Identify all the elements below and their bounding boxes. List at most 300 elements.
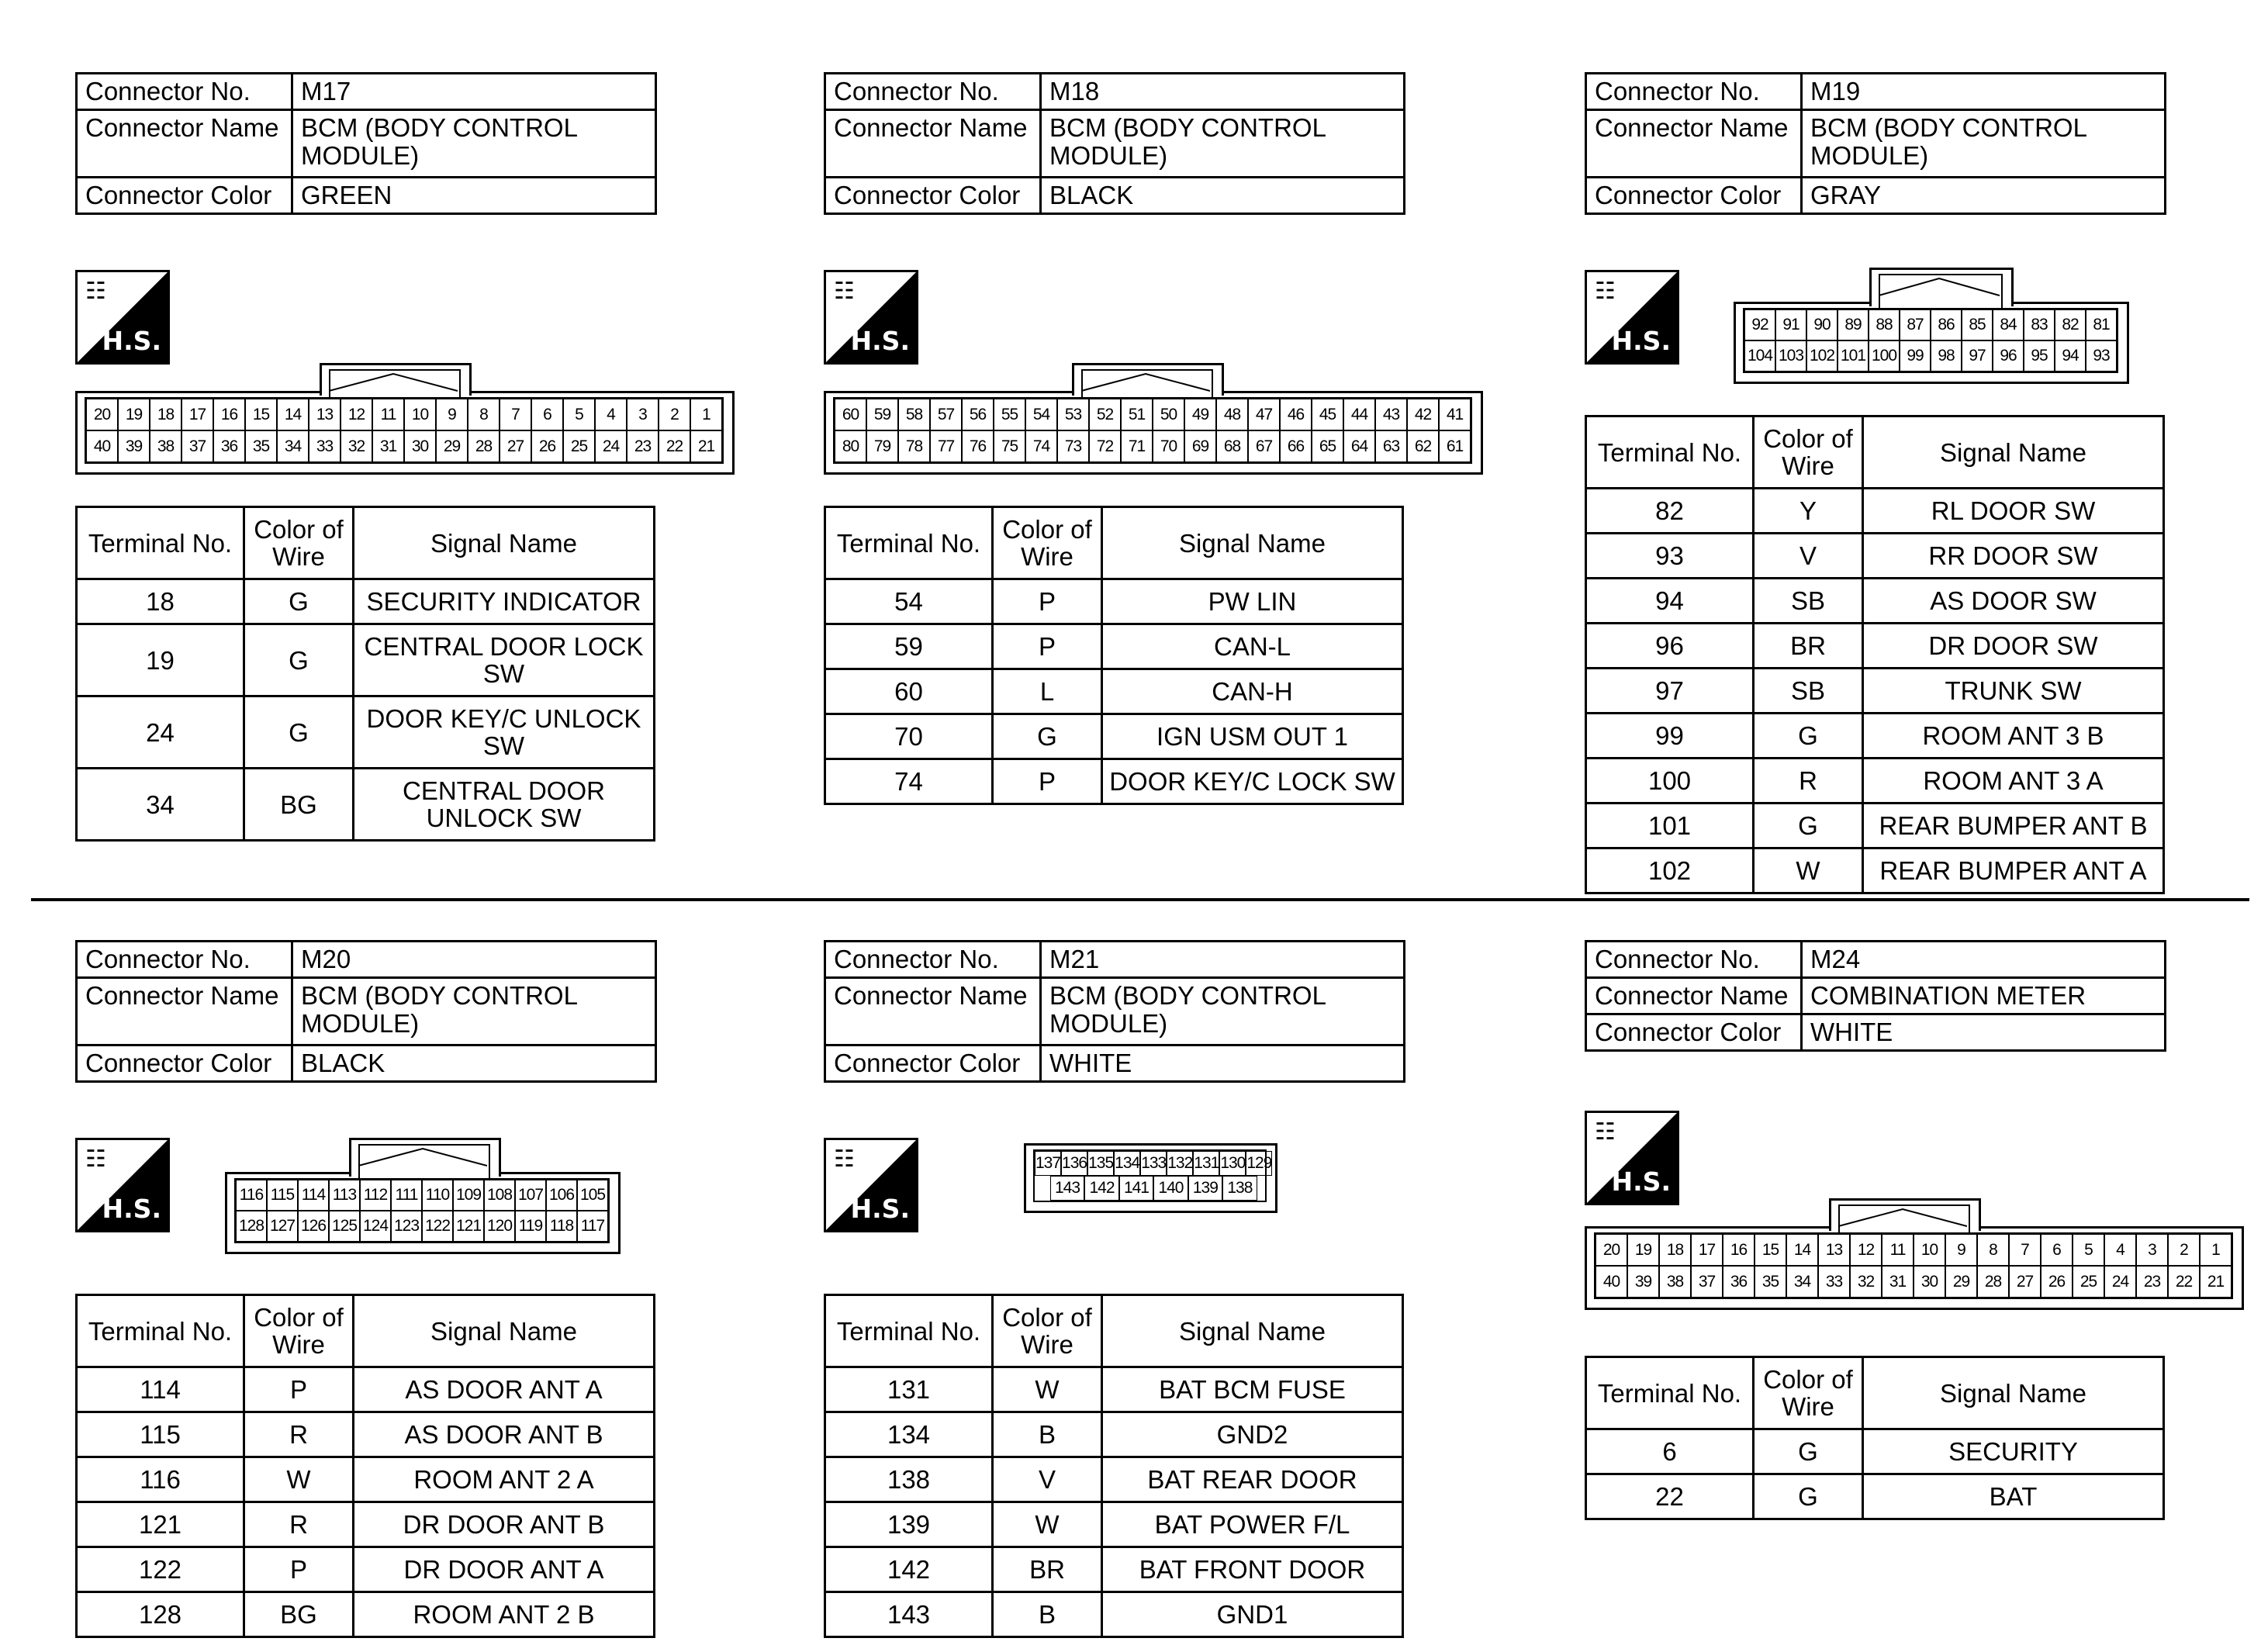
- pin: 26: [2041, 1266, 2073, 1298]
- pin: 75: [994, 430, 1025, 462]
- pin: 46: [1280, 399, 1312, 430]
- pin: 11: [1882, 1234, 1914, 1266]
- pin: 26: [531, 430, 563, 462]
- pin: 34: [1786, 1266, 1818, 1298]
- pin: 17: [1691, 1234, 1723, 1266]
- pin: 87: [1900, 309, 1931, 340]
- pin: 40: [86, 430, 118, 462]
- connector-color-label: Connector Color: [1586, 1014, 1802, 1051]
- pin: 81: [2086, 309, 2117, 340]
- wire-color: W: [993, 1502, 1102, 1547]
- wire-color: G: [244, 624, 354, 696]
- connector-name-value: BCM (BODY CONTROL MODULE): [292, 978, 656, 1045]
- table-row: [1586, 534, 2164, 579]
- signal-name-header: Signal Name: [1863, 416, 2164, 489]
- pin: 93: [2086, 340, 2117, 372]
- pin: 103: [1775, 340, 1806, 372]
- harness-side-icon: [824, 270, 918, 365]
- signal-table-m18: [824, 506, 1404, 805]
- connector-color-value: GRAY: [1802, 178, 2166, 214]
- terminal-no-header: Terminal No.: [825, 1295, 993, 1367]
- wire-color: P: [993, 624, 1102, 669]
- key-notch: [1879, 274, 2000, 297]
- signal-name: BAT POWER F/L: [1102, 1502, 1403, 1547]
- pin: 7: [500, 399, 531, 430]
- pin: 82: [2055, 309, 2086, 340]
- connector-no-label: Connector No.: [77, 74, 292, 110]
- pin: 132: [1167, 1151, 1193, 1176]
- terminal-no: 19: [77, 624, 244, 696]
- pin: 66: [1280, 430, 1312, 462]
- pin: 16: [213, 399, 245, 430]
- pin: 137: [1035, 1151, 1061, 1176]
- pin: 85: [1962, 309, 1993, 340]
- table-row: [77, 1367, 655, 1412]
- wire-color: G: [244, 696, 354, 769]
- pin: 61: [1439, 430, 1471, 462]
- table-row: [77, 696, 655, 769]
- wire-color: B: [993, 1412, 1102, 1457]
- pin: 1: [690, 399, 722, 430]
- signal-name: BAT REAR DOOR: [1102, 1457, 1403, 1502]
- pin: 31: [372, 430, 404, 462]
- table-row: [825, 1457, 1403, 1502]
- signal-table-m20: [75, 1294, 655, 1638]
- pin: 98: [1931, 340, 1962, 372]
- pin: 22: [659, 430, 690, 462]
- table-row: [1586, 489, 2164, 534]
- signal-name: SECURITY INDICATOR: [354, 579, 655, 624]
- connector-name-value: BCM (BODY CONTROL MODULE): [1041, 978, 1405, 1045]
- signal-name: GND2: [1102, 1412, 1403, 1457]
- connector-color-value: WHITE: [1041, 1045, 1405, 1082]
- wire-color: BG: [244, 769, 354, 841]
- terminal-no-header: Terminal No.: [825, 507, 993, 579]
- pin: 63: [1375, 430, 1407, 462]
- connector-no-label: Connector No.: [825, 942, 1041, 978]
- pin: 94: [2055, 340, 2086, 372]
- terminal-no: 114: [77, 1367, 244, 1412]
- terminal-no: 54: [825, 579, 993, 624]
- table-row: [77, 579, 655, 624]
- key-notch: [329, 369, 458, 392]
- pin: 99: [1900, 340, 1931, 372]
- terminal-no: 138: [825, 1457, 993, 1502]
- connector-color-value: GREEN: [292, 178, 656, 214]
- pin: 67: [1248, 430, 1280, 462]
- pin: 43: [1375, 399, 1407, 430]
- terminal-no: 59: [825, 624, 993, 669]
- pin: 44: [1343, 399, 1375, 430]
- terminal-no: 18: [77, 579, 244, 624]
- pin: 97: [1962, 340, 1993, 372]
- pin: 92: [1744, 309, 1775, 340]
- pin: 57: [930, 399, 962, 430]
- connector-name-value: BCM (BODY CONTROL MODULE): [1041, 110, 1405, 178]
- pin: 4: [595, 399, 627, 430]
- wire-color: R: [244, 1412, 354, 1457]
- pin: 3: [2136, 1234, 2168, 1266]
- connector-plug-icon: ☷: [85, 278, 106, 305]
- wire-color: R: [1754, 759, 1863, 804]
- key-notch: [358, 1144, 487, 1167]
- pin: 64: [1343, 430, 1375, 462]
- terminal-no: 93: [1586, 534, 1754, 579]
- table-row: [1586, 1429, 2164, 1474]
- pin: 88: [1869, 309, 1900, 340]
- connector-name-value: COMBINATION METER: [1802, 978, 2166, 1014]
- color-of-wire-header: Color of Wire: [244, 507, 354, 579]
- pin: 8: [1977, 1234, 2009, 1266]
- terminal-no: 99: [1586, 714, 1754, 759]
- pin: 72: [1089, 430, 1121, 462]
- signal-name: TRUNK SW: [1863, 669, 2164, 714]
- hs-label: H.S.: [102, 326, 161, 356]
- connector-no-value: M24: [1802, 942, 2166, 978]
- color-of-wire-header: Color of Wire: [244, 1295, 354, 1367]
- pin: 91: [1775, 309, 1806, 340]
- pin: 102: [1806, 340, 1837, 372]
- pin: 12: [1850, 1234, 1882, 1266]
- pin: 38: [150, 430, 182, 462]
- pin: 108: [484, 1180, 515, 1211]
- pin: 135: [1087, 1151, 1114, 1176]
- terminal-no: 128: [77, 1592, 244, 1637]
- pin: 41: [1439, 399, 1471, 430]
- signal-name: RR DOOR SW: [1863, 534, 2164, 579]
- pin: 19: [1627, 1234, 1659, 1266]
- connector-color-label: Connector Color: [1586, 178, 1802, 214]
- pin: 29: [436, 430, 468, 462]
- signal-name: CAN-L: [1102, 624, 1403, 669]
- pin: 136: [1061, 1151, 1087, 1176]
- pin: 89: [1837, 309, 1869, 340]
- pin: 33: [1818, 1266, 1850, 1298]
- hs-label: H.S.: [1611, 1166, 1671, 1197]
- terminal-no: 6: [1586, 1429, 1754, 1474]
- pin: 119: [515, 1211, 546, 1242]
- connector-name-label: Connector Name: [77, 978, 292, 1045]
- pin: 129: [1246, 1151, 1272, 1176]
- pin: 10: [404, 399, 436, 430]
- table-row: [825, 1412, 1403, 1457]
- pin: 138: [1222, 1176, 1257, 1201]
- pin: 33: [309, 430, 341, 462]
- pin: 29: [1945, 1266, 1977, 1298]
- pin: 111: [391, 1180, 422, 1211]
- table-row: [825, 1367, 1403, 1412]
- pin: 1: [2200, 1234, 2232, 1266]
- table-row: [77, 769, 655, 841]
- pin-grid: [85, 397, 724, 464]
- connector-no-label: Connector No.: [825, 74, 1041, 110]
- color-of-wire-header: Color of Wire: [993, 507, 1102, 579]
- connector-no-label: Connector No.: [1586, 942, 1802, 978]
- wire-color: Y: [1754, 489, 1863, 534]
- pin: 27: [500, 430, 531, 462]
- pin: 69: [1184, 430, 1216, 462]
- pin: 80: [835, 430, 866, 462]
- table-row: [825, 579, 1403, 624]
- terminal-no: 101: [1586, 804, 1754, 848]
- pin: 86: [1931, 309, 1962, 340]
- pin: 15: [245, 399, 277, 430]
- pin: 14: [1786, 1234, 1818, 1266]
- harness-side-icon: [75, 270, 170, 365]
- signal-name: SECURITY: [1863, 1429, 2164, 1474]
- pin: 143: [1050, 1176, 1084, 1201]
- pin: 62: [1407, 430, 1439, 462]
- connector-info-m18: [824, 72, 1405, 215]
- pin: 65: [1312, 430, 1343, 462]
- table-row: [77, 1412, 655, 1457]
- pin: 124: [360, 1211, 391, 1242]
- harness-side-icon: [824, 1138, 918, 1232]
- wire-color: P: [993, 759, 1102, 804]
- pin: 13: [309, 399, 341, 430]
- pin: 12: [341, 399, 372, 430]
- color-of-wire-header: Color of Wire: [1754, 416, 1863, 489]
- harness-side-icon: [1585, 1111, 1679, 1205]
- pin: 133: [1140, 1151, 1167, 1176]
- terminal-no: 24: [77, 696, 244, 769]
- signal-name: IGN USM OUT 1: [1102, 714, 1403, 759]
- pin: 5: [2073, 1234, 2104, 1266]
- pin: 140: [1153, 1176, 1188, 1201]
- pin: 123: [391, 1211, 422, 1242]
- terminal-no: 97: [1586, 669, 1754, 714]
- connector-no-value: M17: [292, 74, 656, 110]
- pin: 142: [1084, 1176, 1118, 1201]
- harness-side-icon: [75, 1138, 170, 1232]
- hs-label: H.S.: [1611, 326, 1671, 356]
- pin: 21: [690, 430, 722, 462]
- pin: 2: [2168, 1234, 2200, 1266]
- connector-info-m24: [1585, 940, 2166, 1052]
- pin: 107: [515, 1180, 546, 1211]
- hs-label: H.S.: [102, 1194, 161, 1224]
- signal-name: DR DOOR SW: [1863, 624, 2164, 669]
- pin: 15: [1755, 1234, 1786, 1266]
- pin: 27: [2009, 1266, 2041, 1298]
- pin: 17: [182, 399, 213, 430]
- pin: 110: [422, 1180, 453, 1211]
- pin: 76: [962, 430, 994, 462]
- connector-no-label: Connector No.: [1586, 74, 1802, 110]
- connector-color-value: BLACK: [1041, 178, 1405, 214]
- terminal-no: 96: [1586, 624, 1754, 669]
- pin: 53: [1057, 399, 1089, 430]
- pin: 28: [1977, 1266, 2009, 1298]
- color-of-wire-header: Color of Wire: [993, 1295, 1102, 1367]
- table-row: [825, 669, 1403, 714]
- pin: 47: [1248, 399, 1280, 430]
- table-row: [77, 1457, 655, 1502]
- wire-color: W: [993, 1367, 1102, 1412]
- pin: 30: [1914, 1266, 1945, 1298]
- terminal-no: 100: [1586, 759, 1754, 804]
- pin: 127: [267, 1211, 298, 1242]
- terminal-no: 102: [1586, 848, 1754, 893]
- pin: 37: [1691, 1266, 1723, 1298]
- terminal-no-header: Terminal No.: [1586, 416, 1754, 489]
- signal-name: AS DOOR ANT A: [354, 1367, 655, 1412]
- connector-no-value: M18: [1041, 74, 1405, 110]
- pin: 34: [277, 430, 309, 462]
- pin: 114: [298, 1180, 329, 1211]
- pin: 36: [213, 430, 245, 462]
- pin: 139: [1188, 1176, 1222, 1201]
- connector-info-m21: [824, 940, 1405, 1083]
- pin: 32: [1850, 1266, 1882, 1298]
- connector-info-m17: [75, 72, 657, 215]
- pin: 95: [2024, 340, 2055, 372]
- pin: 116: [236, 1180, 267, 1211]
- connector-plug-icon: ☷: [1595, 1118, 1616, 1146]
- signal-table-m17: [75, 506, 655, 842]
- pin: 11: [372, 399, 404, 430]
- pin: 28: [468, 430, 500, 462]
- connector-plug-icon: ☷: [834, 1146, 855, 1173]
- pin: 84: [1993, 309, 2024, 340]
- pin: 24: [2104, 1266, 2136, 1298]
- pin: 118: [546, 1211, 577, 1242]
- pin: 78: [898, 430, 930, 462]
- pin: 37: [182, 430, 213, 462]
- signal-name-header: Signal Name: [354, 1295, 655, 1367]
- pin: 23: [2136, 1266, 2168, 1298]
- pin: 9: [436, 399, 468, 430]
- connector-color-label: Connector Color: [825, 1045, 1041, 1082]
- pin: 104: [1744, 340, 1775, 372]
- terminal-no: 131: [825, 1367, 993, 1412]
- terminal-no: 22: [1586, 1474, 1754, 1519]
- pin: 54: [1025, 399, 1057, 430]
- pin: 38: [1659, 1266, 1691, 1298]
- signal-name: CAN-H: [1102, 669, 1403, 714]
- signal-name: GND1: [1102, 1592, 1403, 1637]
- connector-name-value: BCM (BODY CONTROL MODULE): [292, 110, 656, 178]
- connector-name-label: Connector Name: [1586, 978, 1802, 1014]
- signal-table-m19: [1585, 415, 2165, 894]
- pin: 30: [404, 430, 436, 462]
- connector-color-label: Connector Color: [77, 1045, 292, 1082]
- pin: 112: [360, 1180, 391, 1211]
- connector-no-label: Connector No.: [77, 942, 292, 978]
- signal-name: ROOM ANT 3 A: [1863, 759, 2164, 804]
- terminal-no-header: Terminal No.: [77, 1295, 244, 1367]
- terminal-no-header: Terminal No.: [77, 507, 244, 579]
- pin: 24: [595, 430, 627, 462]
- signal-name: REAR BUMPER ANT B: [1863, 804, 2164, 848]
- terminal-no: 94: [1586, 579, 1754, 624]
- pin: 101: [1837, 340, 1869, 372]
- wire-color: G: [1754, 804, 1863, 848]
- pin: 105: [577, 1180, 608, 1211]
- signal-name: ROOM ANT 2 A: [354, 1457, 655, 1502]
- connector-name-label: Connector Name: [825, 110, 1041, 178]
- harness-side-icon: [1585, 270, 1679, 365]
- pin-grid: [1743, 308, 2118, 373]
- signal-name: CENTRAL DOOR UNLOCK SW: [354, 769, 655, 841]
- pin: 6: [531, 399, 563, 430]
- table-row: [825, 1592, 1403, 1637]
- signal-name: BAT BCM FUSE: [1102, 1367, 1403, 1412]
- pin: 121: [453, 1211, 484, 1242]
- signal-name-header: Signal Name: [1102, 1295, 1403, 1367]
- pin: 39: [118, 430, 150, 462]
- pin: 25: [563, 430, 595, 462]
- wire-color: BR: [993, 1547, 1102, 1592]
- pin: 106: [546, 1180, 577, 1211]
- pin: 23: [627, 430, 659, 462]
- terminal-no: 74: [825, 759, 993, 804]
- terminal-no: 34: [77, 769, 244, 841]
- terminal-no: 82: [1586, 489, 1754, 534]
- table-row: [77, 624, 655, 696]
- pin-grid: [234, 1178, 610, 1243]
- signal-name: REAR BUMPER ANT A: [1863, 848, 2164, 893]
- pin: 22: [2168, 1266, 2200, 1298]
- connector-color-value: BLACK: [292, 1045, 656, 1082]
- pin: 126: [298, 1211, 329, 1242]
- terminal-no: 121: [77, 1502, 244, 1547]
- table-row: [1586, 624, 2164, 669]
- signal-name: AS DOOR ANT B: [354, 1412, 655, 1457]
- wire-color: SB: [1754, 669, 1863, 714]
- pin: 134: [1114, 1151, 1140, 1176]
- pin: 71: [1121, 430, 1153, 462]
- pin: 141: [1119, 1176, 1153, 1201]
- pin: 125: [329, 1211, 360, 1242]
- terminal-no: 143: [825, 1592, 993, 1637]
- table-row: [825, 714, 1403, 759]
- connector-no-value: M19: [1802, 74, 2166, 110]
- pin: 8: [468, 399, 500, 430]
- wire-color: B: [993, 1592, 1102, 1637]
- key-notch: [1838, 1204, 1967, 1228]
- connector-info-m19: [1585, 72, 2166, 215]
- terminal-no: 122: [77, 1547, 244, 1592]
- connector-name-label: Connector Name: [77, 110, 292, 178]
- wire-color: G: [1754, 1474, 1863, 1519]
- pin: 70: [1153, 430, 1184, 462]
- pin: 10: [1914, 1234, 1945, 1266]
- connector-name-label: Connector Name: [825, 978, 1041, 1045]
- pin: 39: [1627, 1266, 1659, 1298]
- table-row: [77, 1592, 655, 1637]
- connector-plug-icon: ☷: [834, 278, 855, 305]
- pin: 31: [1882, 1266, 1914, 1298]
- pin: 32: [341, 430, 372, 462]
- section-divider: [31, 898, 2249, 901]
- terminal-no: 115: [77, 1412, 244, 1457]
- pin: 42: [1407, 399, 1439, 430]
- pin: 40: [1595, 1266, 1627, 1298]
- pin: 128: [236, 1211, 267, 1242]
- pin: 18: [150, 399, 182, 430]
- signal-name: PW LIN: [1102, 579, 1403, 624]
- signal-table-m24: [1585, 1356, 2165, 1520]
- pin: 73: [1057, 430, 1089, 462]
- pin: 51: [1121, 399, 1153, 430]
- pin: 25: [2073, 1266, 2104, 1298]
- key-notch: [1081, 369, 1210, 392]
- pin: 48: [1216, 399, 1248, 430]
- pin: 13: [1818, 1234, 1850, 1266]
- connector-info-m20: [75, 940, 657, 1083]
- pin: 20: [1595, 1234, 1627, 1266]
